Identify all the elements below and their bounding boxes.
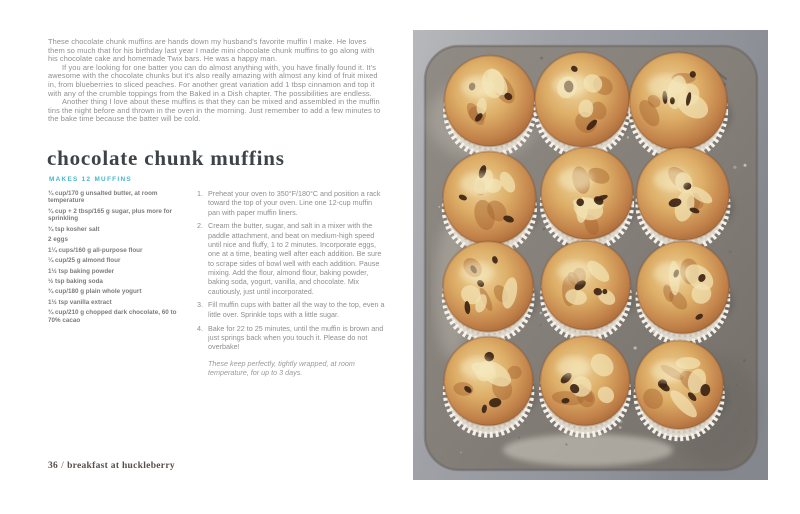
ingredients-list xyxy=(48,190,190,327)
book-title: breakfast at huckleberry xyxy=(67,461,175,471)
instruction-step xyxy=(197,324,386,352)
intro-paragraph: Another thing I love about these muffins is that they can be mixed and assembled in the muffin tins the night before and thrown in the oven in the morning. Just remember to add a few minutes to the bake time because the batter will be cold. xyxy=(48,97,381,124)
flour-speck xyxy=(565,443,567,445)
recipe-title: chocolate chunk muffins xyxy=(47,146,285,170)
flour-speck xyxy=(438,206,440,208)
flour-speck xyxy=(627,136,629,138)
flour-speck xyxy=(460,451,462,453)
recipe-yield: MAKES 12 MUFFINS xyxy=(49,176,132,183)
muffin-photo-svg xyxy=(413,30,768,480)
recipe-intro xyxy=(48,38,381,124)
step-text: Bake for 22 to 25 minutes, until the muffin is brown and just springs back when you touch it. Please do not overbake! xyxy=(208,323,384,352)
ingredient-item: 1½ tsp baking powder xyxy=(48,267,115,275)
intro-paragraph: These chocolate chunk muffins are hands down my husband's favorite muffin I make. He loves them so much that for his birthday last year I made mini chocolate chunk muffins to go along with his chocolate cake and homemade Twix bars. He was a happy man. xyxy=(48,37,375,64)
storage-note: These keep perfectly, tightly wrapped, at room temperature, for up to 3 days. xyxy=(208,358,355,377)
ingredient-item: 1¼ cups/160 g all-purpose flour xyxy=(48,246,143,254)
muffin-photo xyxy=(413,30,768,480)
flour-speck xyxy=(525,422,526,423)
step-number: 1. xyxy=(197,189,203,198)
flour-speck xyxy=(634,346,637,349)
flour-speck xyxy=(518,436,520,438)
muffin-grid xyxy=(438,52,746,453)
flour-speck xyxy=(729,250,732,253)
step-number: 3. xyxy=(197,300,203,310)
page-footer xyxy=(48,461,175,471)
step-number: 2. xyxy=(197,221,203,231)
step-text: Preheat your oven to 350°F/180°C and position a rack toward the top of your oven. Line one 12-cup muffin pan with paper muffin liners. xyxy=(208,189,381,217)
flour-speck xyxy=(733,166,736,169)
ingredient-item: ¾ cup/180 g plain whole yogurt xyxy=(48,288,142,296)
instruction-step xyxy=(197,189,386,217)
page-number: 36 xyxy=(48,461,59,471)
flour-speck xyxy=(743,164,746,167)
ingredient-item: ½ tsp baking soda xyxy=(48,277,103,285)
flour-speck xyxy=(543,228,545,230)
step-number: 4. xyxy=(197,323,203,333)
ingredient-item: 2 eggs xyxy=(48,236,68,244)
flour-speck xyxy=(619,426,622,429)
ingredient-item: ¾ cup/210 g chopped dark chocolate, 60 to 70% cacao xyxy=(48,309,177,324)
flour-speck xyxy=(540,312,542,314)
flour-speck xyxy=(540,57,543,60)
instructions-column xyxy=(197,189,386,377)
instruction-step xyxy=(197,221,386,295)
step-text: Fill muffin cups with batter all the way to the top, even a little over. Sprinkle tops with a little sugar. xyxy=(208,300,385,319)
instruction-step xyxy=(197,300,386,319)
ingredient-item: ¾ tsp kosher salt xyxy=(48,225,100,233)
flour-speck xyxy=(743,359,745,361)
ingredient-item: ¼ cup/25 g almond flour xyxy=(48,257,121,265)
ingredient-item: ¾ cup/170 g unsalted butter, at room temperature xyxy=(48,190,158,205)
footer-separator: / xyxy=(61,461,65,471)
ingredient-item: 1½ tsp vanilla extract xyxy=(48,298,112,306)
flour-speck xyxy=(744,431,745,432)
flour-speck xyxy=(540,324,541,325)
flour-speck xyxy=(736,384,737,385)
instructions-list xyxy=(197,189,386,352)
intro-paragraph: If you are looking for one batter you can do almost anything with, you have finally found it. It's awesome with the chocolate chunks but it's also really amazing with almost any kind of fruit mixed in, from blueberries to sliced peaches. For another great variation add 1 tbsp cinnamon and top it with any of the crumble toppings from the Baked in a Dish chapter. The possibilities are endless. xyxy=(48,62,378,98)
step-text: Cream the butter, sugar, and salt in a mixer with the paddle attachment, and beat on medium-high speed until nice and fluffy, 1 to 2 minutes. Incorporate eggs, one at a time, beating well after each addition. Be sure to scrape sides of bowl well with each addition. Pause mixing. Add the flour, almond flour, baking powder, baking soda, yogurt, vanilla, and chocolate. Mix cautiously, just until incorporated. xyxy=(208,221,382,296)
ingredient-item: ¾ cup + 2 tbsp/165 g sugar, plus more for sprinkling xyxy=(48,207,173,223)
